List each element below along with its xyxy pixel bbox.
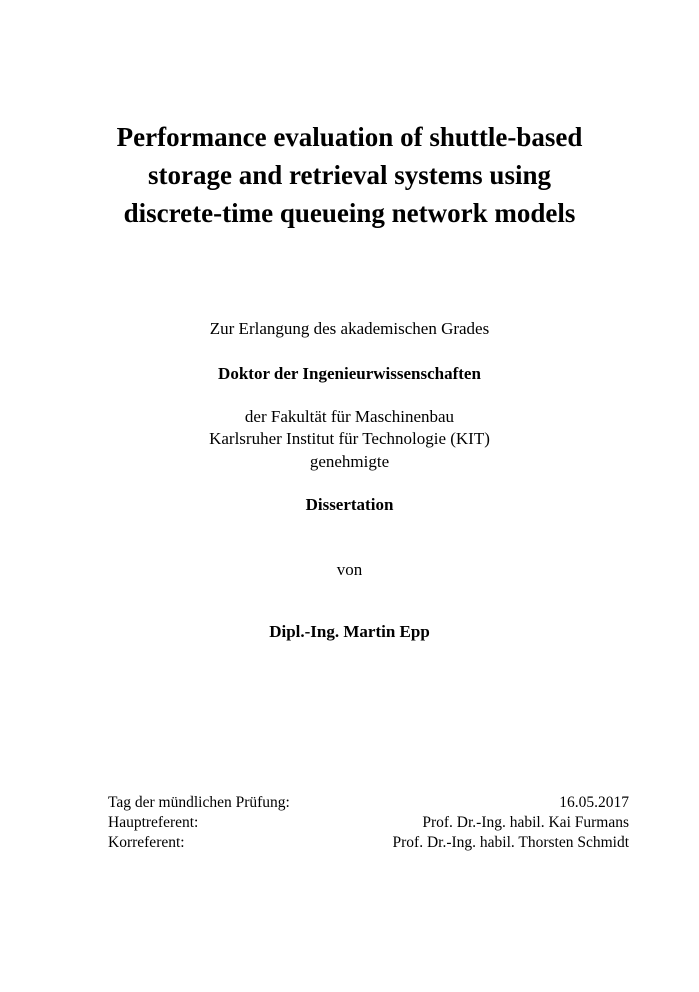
title-line: Performance evaluation of shuttle-based: [116, 122, 583, 152]
detail-label: Hauptreferent:: [108, 814, 199, 831]
detail-value: 16.05.2017: [559, 794, 629, 811]
detail-label: Tag der mündlichen Prüfung:: [108, 794, 290, 811]
faculty-line: genehmigte: [309, 452, 390, 471]
faculty-line: der Fakultät für Maschinenbau: [244, 407, 455, 426]
detail-row: [108, 833, 629, 853]
by-text: von: [336, 560, 363, 579]
document-title: [0, 118, 699, 232]
detail-value: Prof. Dr.-Ing. habil. Kai Furmans: [422, 814, 629, 831]
degree-text: Doktor der Ingenieurwissenschaften: [218, 364, 481, 383]
detail-value: Prof. Dr.-Ing. habil. Thorsten Schmidt: [392, 834, 629, 851]
title-line: storage and retrieval systems using: [148, 160, 551, 190]
title-line: discrete-time queueing network models: [123, 198, 576, 228]
purpose-text: Zur Erlangung des akademischen Grades: [209, 319, 490, 338]
author-name: Dipl.-Ing. Martin Epp: [269, 622, 430, 641]
faculty-line: Karlsruher Institut für Technologie (KIT): [209, 429, 490, 448]
exam-details: [108, 793, 629, 853]
detail-row: [108, 793, 629, 813]
document-type: Dissertation: [305, 495, 394, 514]
detail-row: [108, 813, 629, 833]
detail-label: Korreferent:: [108, 834, 185, 851]
